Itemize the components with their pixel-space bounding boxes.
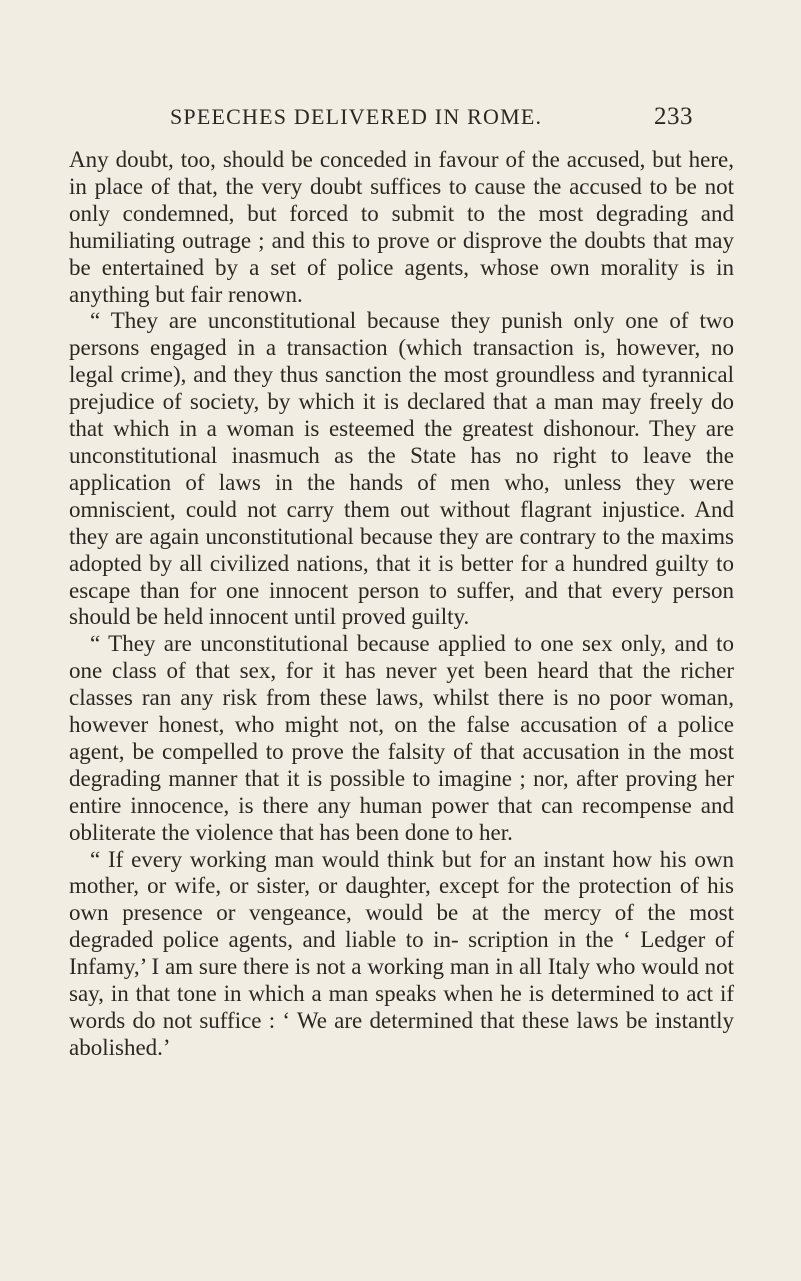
paragraph-4: “ If every working man would think but for an instant how his own mother, or wife, or sister, or daughter, except for the protection of his own presence or vengeance, would be at the mercy of the most degraded police agents, and liable to in- scription in the ‘ Ledger of Infamy,’ I am sure there is not a working man in all Italy who would not say, in that tone in which a man speaks when he is determined to act if words do not suffice : ‘ We are determined that these laws be instantly abolished.’ [69, 846, 734, 1060]
paragraph-1: Any doubt, too, should be conceded in favour of the accused, but here, in place of that, the very doubt suffices to cause the accused to be not only condemned, but forced to submit to the most degrading and humiliating outrage ; and this to prove or disprove the doubts that may be entertained by a set of police agents, whose own morality is in anything but fair renown. [69, 147, 734, 307]
paragraph-3: “ They are unconstitutional because applied to one sex only, and to one class of that sex, for it has never yet been heard that the richer classes ran any risk from these laws, whilst there is no poor woman, however honest, who might not, on the false accusation of a police agent, be compelled to prove the falsity of that accusation in the most degrading manner that it is possible to imagine ; nor, after proving her entire innocence, is there any human power that can recompense and obliterate the violence that has been done to her. [69, 631, 734, 845]
paragraph-2: “ They are unconstitutional because they punish only one of two persons engaged in a transaction (which transaction is, however, no legal crime), and they thus sanction the most groundless and tyrannical prejudice of society, by which it is declared that a man may freely do that which in a woman is esteemed the greatest dishonour. They are unconstitutional inasmuch as the State has no right to leave the application of laws in the hands of men who, unless they were omniscient, could not carry them out without flagrant injustice. And they are again unconstitutional because they are contrary to the maxims adopted by all civilized nations, that it is better for a hundred guilty to escape than for one innocent person to suffer, and that every person should be held innocent until proved guilty. [69, 308, 734, 630]
body-text [69, 147, 734, 1062]
running-title: SPEECHES DELIVERED IN ROME. [170, 104, 543, 129]
page-number: 233 [654, 103, 693, 130]
